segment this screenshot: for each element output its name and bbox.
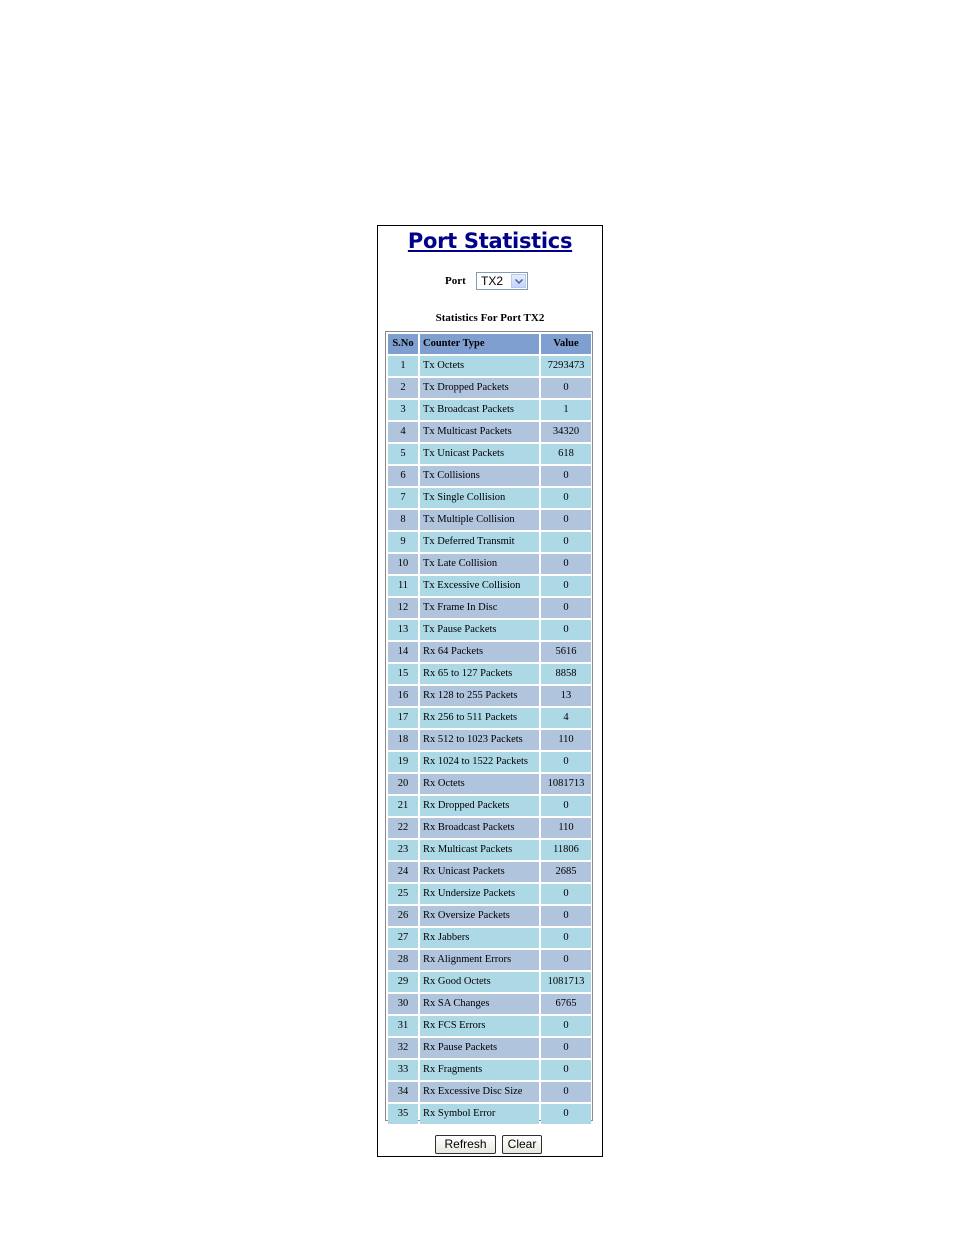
cell-sno: 33 xyxy=(388,1060,418,1080)
cell-sno: 24 xyxy=(388,862,418,882)
cell-value: 0 xyxy=(541,1016,591,1036)
cell-sno: 5 xyxy=(388,444,418,464)
cell-sno: 13 xyxy=(388,620,418,640)
cell-sno: 10 xyxy=(388,554,418,574)
cell-value: 110 xyxy=(541,818,591,838)
cell-value: 1081713 xyxy=(541,774,591,794)
cell-counter-type: Tx Frame In Disc xyxy=(420,598,539,618)
cell-value: 0 xyxy=(541,1060,591,1080)
cell-sno: 28 xyxy=(388,950,418,970)
cell-sno: 21 xyxy=(388,796,418,816)
cell-counter-type: Rx Broadcast Packets xyxy=(420,818,539,838)
port-select-dropdown-button[interactable] xyxy=(511,274,526,288)
cell-value: 0 xyxy=(541,906,591,926)
cell-counter-type: Tx Excessive Collision xyxy=(420,576,539,596)
cell-sno: 23 xyxy=(388,840,418,860)
cell-value: 0 xyxy=(541,796,591,816)
cell-sno: 4 xyxy=(388,422,418,442)
cell-value: 0 xyxy=(541,620,591,640)
cell-sno: 3 xyxy=(388,400,418,420)
chevron-down-icon xyxy=(515,279,523,284)
cell-counter-type: Rx Good Octets xyxy=(420,972,539,992)
cell-value: 0 xyxy=(541,752,591,772)
cell-value: 0 xyxy=(541,1082,591,1102)
cell-sno: 12 xyxy=(388,598,418,618)
cell-counter-type: Rx 64 Packets xyxy=(420,642,539,662)
cell-counter-type: Tx Octets xyxy=(420,356,539,376)
cell-sno: 15 xyxy=(388,664,418,684)
cell-sno: 30 xyxy=(388,994,418,1014)
cell-value: 4 xyxy=(541,708,591,728)
cell-counter-type: Rx 512 to 1023 Packets xyxy=(420,730,539,750)
cell-sno: 9 xyxy=(388,532,418,552)
page-title: Port Statistics xyxy=(407,229,573,253)
cell-counter-type: Rx Dropped Packets xyxy=(420,796,539,816)
cell-sno: 25 xyxy=(388,884,418,904)
cell-counter-type: Rx Oversize Packets xyxy=(420,906,539,926)
cell-value: 8858 xyxy=(541,664,591,684)
cell-counter-type: Tx Unicast Packets xyxy=(420,444,539,464)
cell-sno: 22 xyxy=(388,818,418,838)
cell-sno: 6 xyxy=(388,466,418,486)
cell-counter-type: Rx Excessive Disc Size xyxy=(420,1082,539,1102)
cell-counter-type: Rx 1024 to 1522 Packets xyxy=(420,752,539,772)
cell-value: 13 xyxy=(541,686,591,706)
cell-value: 0 xyxy=(541,378,591,398)
header-value: Value xyxy=(541,334,591,354)
cell-value: 0 xyxy=(541,884,591,904)
cell-value: 0 xyxy=(541,466,591,486)
cell-value: 0 xyxy=(541,598,591,618)
cell-counter-type: Rx Undersize Packets xyxy=(420,884,539,904)
port-selector-row xyxy=(378,272,602,292)
cell-counter-type: Tx Multiple Collision xyxy=(420,510,539,530)
cell-counter-type: Rx Unicast Packets xyxy=(420,862,539,882)
cell-value: 11806 xyxy=(541,840,591,860)
cell-value: 6765 xyxy=(541,994,591,1014)
cell-value: 0 xyxy=(541,928,591,948)
cell-counter-type: Rx Multicast Packets xyxy=(420,840,539,860)
header-sno: S.No xyxy=(388,334,418,354)
statistics-table xyxy=(385,331,593,1121)
cell-sno: 7 xyxy=(388,488,418,508)
action-buttons xyxy=(378,1135,602,1155)
cell-sno: 17 xyxy=(388,708,418,728)
cell-value: 1081713 xyxy=(541,972,591,992)
cell-sno: 8 xyxy=(388,510,418,530)
cell-counter-type: Rx Jabbers xyxy=(420,928,539,948)
cell-counter-type: Tx Broadcast Packets xyxy=(420,400,539,420)
cell-sno: 19 xyxy=(388,752,418,772)
cell-counter-type: Rx 65 to 127 Packets xyxy=(420,664,539,684)
cell-sno: 27 xyxy=(388,928,418,948)
cell-counter-type: Tx Multicast Packets xyxy=(420,422,539,442)
header-counter-type: Counter Type xyxy=(420,334,539,354)
cell-sno: 14 xyxy=(388,642,418,662)
cell-sno: 18 xyxy=(388,730,418,750)
cell-value: 0 xyxy=(541,488,591,508)
cell-counter-type: Rx Fragments xyxy=(420,1060,539,1080)
cell-value: 1 xyxy=(541,400,591,420)
cell-sno: 26 xyxy=(388,906,418,926)
cell-value: 7293473 xyxy=(541,356,591,376)
cell-counter-type: Tx Dropped Packets xyxy=(420,378,539,398)
cell-counter-type: Rx 128 to 255 Packets xyxy=(420,686,539,706)
cell-counter-type: Tx Late Collision xyxy=(420,554,539,574)
cell-value: 0 xyxy=(541,554,591,574)
cell-counter-type: Tx Single Collision xyxy=(420,488,539,508)
cell-value: 0 xyxy=(541,576,591,596)
cell-sno: 29 xyxy=(388,972,418,992)
cell-sno: 16 xyxy=(388,686,418,706)
cell-counter-type: Rx Pause Packets xyxy=(420,1038,539,1058)
cell-sno: 35 xyxy=(388,1104,418,1124)
cell-sno: 32 xyxy=(388,1038,418,1058)
cell-counter-type: Rx 256 to 511 Packets xyxy=(420,708,539,728)
cell-value: 110 xyxy=(541,730,591,750)
statistics-heading: Statistics For Port TX2 xyxy=(435,312,545,324)
cell-counter-type: Rx SA Changes xyxy=(420,994,539,1014)
cell-value: 5616 xyxy=(541,642,591,662)
cell-sno: 31 xyxy=(388,1016,418,1036)
cell-sno: 34 xyxy=(388,1082,418,1102)
cell-value: 0 xyxy=(541,1038,591,1058)
cell-value: 2685 xyxy=(541,862,591,882)
cell-value: 0 xyxy=(541,950,591,970)
cell-value: 0 xyxy=(541,1104,591,1124)
cell-value: 0 xyxy=(541,510,591,530)
clear-button[interactable]: Clear xyxy=(502,1135,542,1154)
cell-value: 0 xyxy=(541,532,591,552)
cell-value: 34320 xyxy=(541,422,591,442)
cell-counter-type: Tx Pause Packets xyxy=(420,620,539,640)
port-select-value: TX2 xyxy=(481,274,504,288)
cell-counter-type: Rx Symbol Error xyxy=(420,1104,539,1124)
cell-counter-type: Rx Alignment Errors xyxy=(420,950,539,970)
cell-counter-type: Rx Octets xyxy=(420,774,539,794)
port-statistics-panel xyxy=(377,225,603,1157)
cell-sno: 11 xyxy=(388,576,418,596)
port-select[interactable] xyxy=(476,272,528,290)
refresh-button[interactable]: Refresh xyxy=(435,1135,496,1154)
cell-sno: 20 xyxy=(388,774,418,794)
cell-sno: 1 xyxy=(388,356,418,376)
cell-value: 618 xyxy=(541,444,591,464)
cell-counter-type: Rx FCS Errors xyxy=(420,1016,539,1036)
port-label: Port xyxy=(445,275,466,287)
cell-sno: 2 xyxy=(388,378,418,398)
cell-counter-type: Tx Collisions xyxy=(420,466,539,486)
cell-counter-type: Tx Deferred Transmit xyxy=(420,532,539,552)
